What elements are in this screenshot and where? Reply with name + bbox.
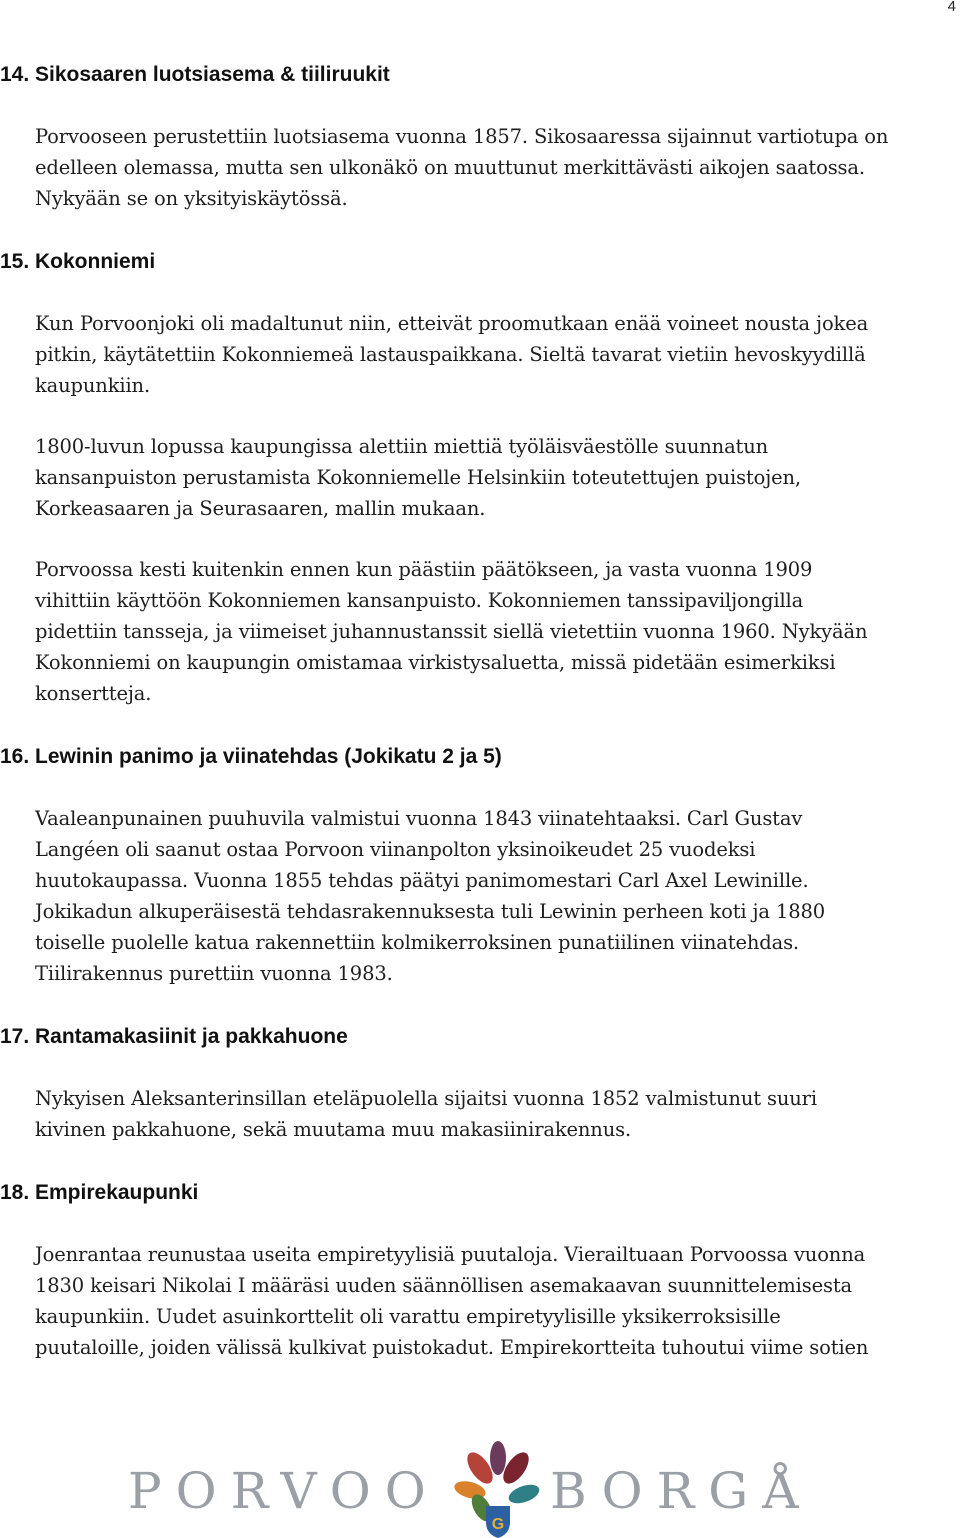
text-line: Porvooseen perustettiin luotsiasema vuonna 1857. Sikosaaressa sijainnut vartiotupa on <box>35 125 889 148</box>
text-line: kivinen pakkahuone, sekä muutama muu makasiinirakennus. <box>35 1118 632 1141</box>
porvoo-borga-logo <box>128 1440 828 1538</box>
section-title: Kokonniemi <box>35 250 156 273</box>
text-line: 1830 keisari Nikolai I määräsi uuden säännöllisen asemakaavan suunnittelemisesta <box>35 1274 852 1297</box>
text-line: Korkeasaaren ja Seurasaaren, mallin mukaan. <box>35 497 486 520</box>
text-line: toiselle puolelle katua rakennettiin kolmikerroksinen punatiilinen viinatehdas. <box>35 931 799 954</box>
text-line: pitkin, käytätettiin Kokonniemeä lastauspaikkana. Sieltä tavarat vietiin hevoskyydillä <box>35 343 866 366</box>
text-line: Joenrantaa reunustaa useita empiretyylisiä puutaloja. Vierailtuaan Porvoossa vuonna <box>35 1243 866 1266</box>
text-line: Langéen oli saanut ostaa Porvoon viinanpolton yksinoikeudet 25 vuodeksi <box>35 838 756 861</box>
paragraph <box>35 308 947 401</box>
petal-teal <box>506 1481 542 1507</box>
text-line: puutaloille, joiden välissä kulkivat puistokadut. Empirekortteita tuhoutui viime sotien <box>35 1336 869 1359</box>
text-line: Kokonniemi on kaupungin omistamaa virkistysaluetta, missä pidetään esimerkiksi <box>35 651 836 674</box>
section-title: Sikosaaren luotsiasema & tiiliruukit <box>35 63 390 86</box>
section-number: 14. <box>0 63 30 86</box>
text-line: edelleen olemassa, mutta sen ulkonäkö on muuttunut merkittävästi aikojen saatossa. <box>35 156 865 179</box>
text-line: pidettiin tansseja, ja viimeiset juhannustanssit siellä vietettiin vuonna 1960. Nykyään <box>35 620 868 643</box>
text-line: 1800-luvun lopussa kaupungissa alettiin miettiä työläisväestölle suunnatun <box>35 435 769 458</box>
section-18 <box>0 1176 952 1363</box>
text-line: Porvoossa kesti kuitenkin ennen kun päästiin päätökseen, ja vasta vuonna 1909 <box>35 558 813 581</box>
text-line: Kun Porvoonjoki oli madaltunut niin, etteivät proomutkaan enää voineet nousta jokea <box>35 312 869 335</box>
text-line: kaupunkiin. <box>35 374 150 397</box>
page-number: 4 <box>947 0 956 15</box>
section-16 <box>0 740 952 989</box>
paragraph <box>35 554 947 709</box>
section-14 <box>0 58 952 214</box>
text-line: kansanpuiston perustamista Kokonniemelle Helsinkiin toteutettujen puistojen, <box>35 466 801 489</box>
text-line: Nykyisen Aleksanterinsillan eteläpuolella sijaitsi vuonna 1852 valmistunut suuri <box>35 1087 817 1110</box>
section-number: 18. <box>0 1181 30 1204</box>
paragraph <box>35 121 947 214</box>
section-heading <box>0 245 952 279</box>
section-title: Rantamakasiinit ja pakkahuone <box>35 1025 348 1048</box>
section-heading <box>0 1020 952 1054</box>
section-heading <box>0 740 952 774</box>
section-heading <box>0 58 952 92</box>
section-title: Lewinin panimo ja viinatehdas (Jokikatu 2 ja 5) <box>35 745 502 768</box>
section-heading <box>0 1176 952 1210</box>
paragraph <box>35 803 947 989</box>
text-line: vihittiin käyttöön Kokonniemen kansanpuisto. Kokonniemen tanssipaviljongilla <box>35 589 804 612</box>
section-number: 16. <box>0 745 30 768</box>
section-number: 17. <box>0 1025 30 1048</box>
petal-purple <box>490 1441 506 1475</box>
text-line: Vaaleanpunainen puuhuvila valmistui vuonna 1843 viinatehtaaksi. Carl Gustav <box>35 807 803 830</box>
text-line: kaupunkiin. Uudet asuinkorttelit oli varattu empiretyylisille yksikerroksisille <box>35 1305 781 1328</box>
logo-word-borga: BORGÅ <box>550 1462 813 1520</box>
document-body <box>0 58 952 1363</box>
section-17 <box>0 1020 952 1145</box>
paragraph <box>35 1239 947 1363</box>
text-line: huutokaupassa. Vuonna 1855 tehdas päätyi panimomestari Carl Axel Lewinille. <box>35 869 809 892</box>
text-line: Tiilirakennus purettiin vuonna 1983. <box>35 962 393 985</box>
text-line: Nykyään se on yksityiskäytössä. <box>35 187 348 210</box>
flower-emblem-icon <box>452 1441 541 1538</box>
logo-word-porvoo: PORVOO <box>128 1462 440 1520</box>
text-line: konsertteja. <box>35 682 152 705</box>
section-number: 15. <box>0 250 30 273</box>
paragraph <box>35 1083 947 1145</box>
paragraph <box>35 431 947 524</box>
section-15 <box>0 245 952 709</box>
text-line: Jokikadun alkuperäisestä tehdasrakennuksesta tuli Lewinin perheen koti ja 1880 <box>35 900 825 923</box>
shield-letter: G <box>491 1516 505 1533</box>
section-title: Empirekaupunki <box>35 1181 199 1204</box>
